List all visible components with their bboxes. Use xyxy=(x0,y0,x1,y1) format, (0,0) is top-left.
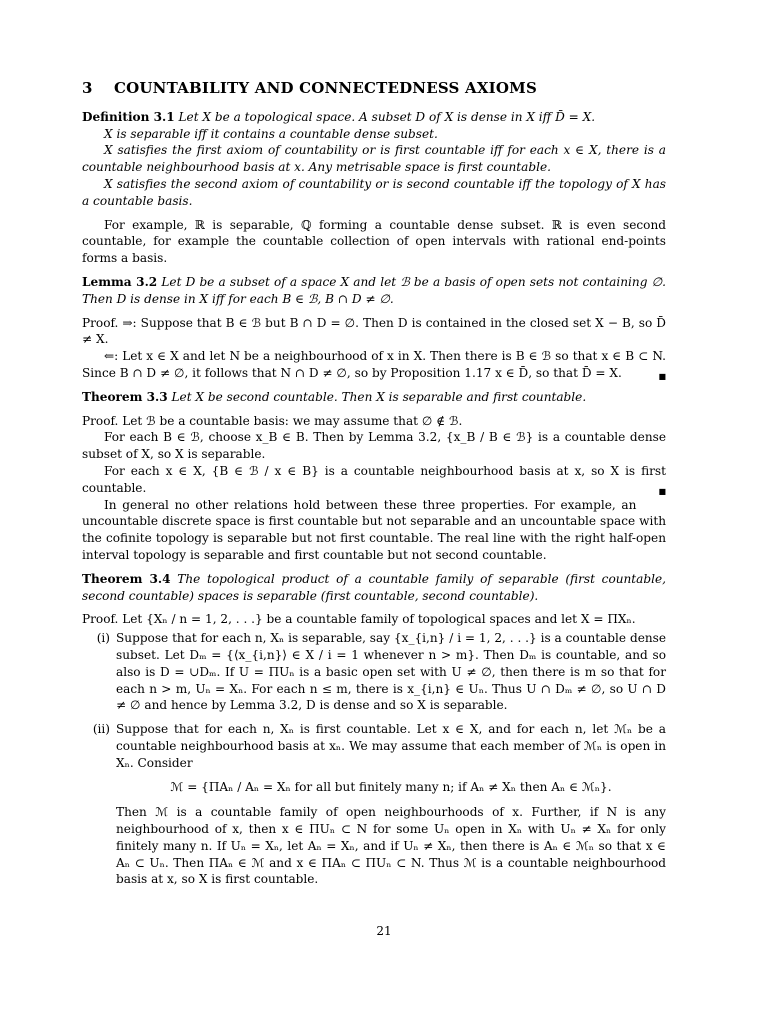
definition-line-1: Let X be a topological space. A subset D of X is dense in X iff D̄ = X. xyxy=(178,109,596,124)
section-title: COUNTABILITY AND CONNECTEDNESS AXIOMS xyxy=(114,79,538,97)
proof-item-ii xyxy=(82,721,666,888)
theorem-3-3-proof xyxy=(82,413,666,564)
section-heading xyxy=(82,80,666,97)
proof-item-text: Suppose that for each n, Xₙ is separable, say {x_{i,n} / i = 1, 2, . . .} is a countable dense subset. Let Dₘ = {⟨x_{i,n}⟩ ∈ X / i = 1 whenever n > m}. Then Dₘ is countable, and so also is D = ∪Dₘ. If U = ΠUₙ is a basic open set with U ≠ ∅, then there is m so that for each n > m, Uₙ = Xₙ. For each n ≤ m, there is x_{i,n} ∈ Uₙ. Thus U ∩ Dₘ ≠ ∅, so U ∩ D ≠ ∅ and hence by Lemma 3.2, D is dense and so X is separable. xyxy=(116,631,666,713)
theorem-3-4 xyxy=(82,571,666,605)
proof-item-label: (i) xyxy=(96,631,110,646)
lemma-proof-backward: ⇐: Let x ∈ X and let N be a neighbourhood of x in X. Then there is B ∈ ℬ so that x ∈ B ⊂ N. Since B ∩ D ≠ ∅, it follows that N ∩ D ≠ ∅, so by Proposition 1.17 x ∈ D̄, so that D̄ = X. xyxy=(82,349,666,380)
lemma-label: Lemma 3.2 xyxy=(82,274,158,289)
theorem-3-3 xyxy=(82,389,666,406)
theorem-3-3-label: Theorem 3.3 xyxy=(82,389,168,404)
lemma-proof xyxy=(82,315,666,382)
thm33-proof-line-1: Proof. Let ℬ be a countable basis: we may assume that ∅ ∉ ℬ. xyxy=(82,413,463,428)
section-number: 3 xyxy=(82,79,93,97)
thm33-remark: In general no other relations hold between these three properties. For example, an uncountable discrete space is first countable but not separable and an uncountable space with the cofinite topology is separable but not first countable. The real line with the right half-open interval topology is separable and first countable but not second countable. xyxy=(82,497,666,562)
theorem-3-4-label: Theorem 3.4 xyxy=(82,571,171,586)
definition-line-3: X satisfies the first axiom of countability or is first countable iff for each x ∈ X, there is a countable neighbourhood basis at x. Any metrisable space is first countable. xyxy=(82,143,666,175)
theorem-3-4-statement: The topological product of a countable family of separable (first countable, second countable) spaces is separable (first countable, second countable). xyxy=(82,571,666,603)
page-number: 21 xyxy=(376,924,392,938)
proof-item-i xyxy=(82,630,666,714)
theorem-3-4-proof xyxy=(82,611,666,888)
page-body xyxy=(82,80,666,895)
definition-3-1 xyxy=(82,109,666,210)
theorem-3-3-statement: Let X be second countable. Then X is separable and first countable. xyxy=(171,389,587,404)
qed-mark: ■ xyxy=(658,486,666,496)
display-equation: ℳ = {ΠAₙ / Aₙ = Xₙ for all but finitely many n; if Aₙ ≠ Xₙ then Aₙ ∈ ℳₙ}. xyxy=(170,780,612,795)
definition-label: Definition 3.1 xyxy=(82,109,175,124)
lemma-statement: Let D be a subset of a space X and let ℬ be a basis of open sets not containing ∅. Then D is dense in X iff for each B ∈ ℬ, B ∩ D ≠ ∅. xyxy=(82,274,666,306)
proof-item-label: (ii) xyxy=(92,722,110,737)
lemma-proof-forward: Proof. ⇒: Suppose that B ∈ ℬ but B ∩ D = ∅. Then D is contained in the closed set X − B, so D̄ ≠ X. xyxy=(82,315,666,347)
qed-mark: ■ xyxy=(658,371,666,381)
definition-line-2: X is separable iff it contains a countable dense subset. xyxy=(104,126,438,141)
proof-item-text: Suppose that for each n, Xₙ is first countable. Let x ∈ X, and for each n, let ℳₙ be a countable neighbourhood basis at xₙ. We may assume that each member of ℳₙ is open in Xₙ. Consider xyxy=(116,722,666,770)
lemma-3-2 xyxy=(82,274,666,308)
thm34-proof-intro: Proof. Let {Xₙ / n = 1, 2, . . .} be a countable family of topological spaces and let X = ΠXₙ. xyxy=(82,612,636,627)
proof-item-continuation: Then ℳ is a countable family of open neighbourhoods of x. Further, if N is any neighbourhood of x, then x ∈ ΠUₙ ⊂ N for some Uₙ open in Xₙ with Uₙ ≠ Xₙ for only finitely many n. If Uₙ = Xₙ, let Aₙ = Xₙ, and if Uₙ ≠ Xₙ, then there is Aₙ ∈ ℳₙ so that x ∈ Aₙ ⊂ Uₙ. Then ΠAₙ ∈ ℳ and x ∈ ΠAₙ ⊂ ΠUₙ ⊂ N. Thus ℳ is a countable neighbourhood basis at x, so X is first countable. xyxy=(116,805,666,887)
thm33-proof-line-3: For each x ∈ X, {B ∈ ℬ / x ∈ B} is a countable neighbourhood basis at x, so X is first countable. xyxy=(82,463,666,495)
definition-line-4: X satisfies the second axiom of countability or is second countable iff the topology of X has a countable basis. xyxy=(82,176,666,208)
example-paragraph: For example, ℝ is separable, ℚ forming a countable dense subset. ℝ is even second countable, for example the countable collection of open intervals with rational end-points forms a basis. xyxy=(82,217,666,266)
thm33-proof-line-2: For each B ∈ ℬ, choose x_B ∈ B. Then by Lemma 3.2, {x_B / B ∈ ℬ} is a countable dense subset of X, so X is separable. xyxy=(82,430,666,462)
